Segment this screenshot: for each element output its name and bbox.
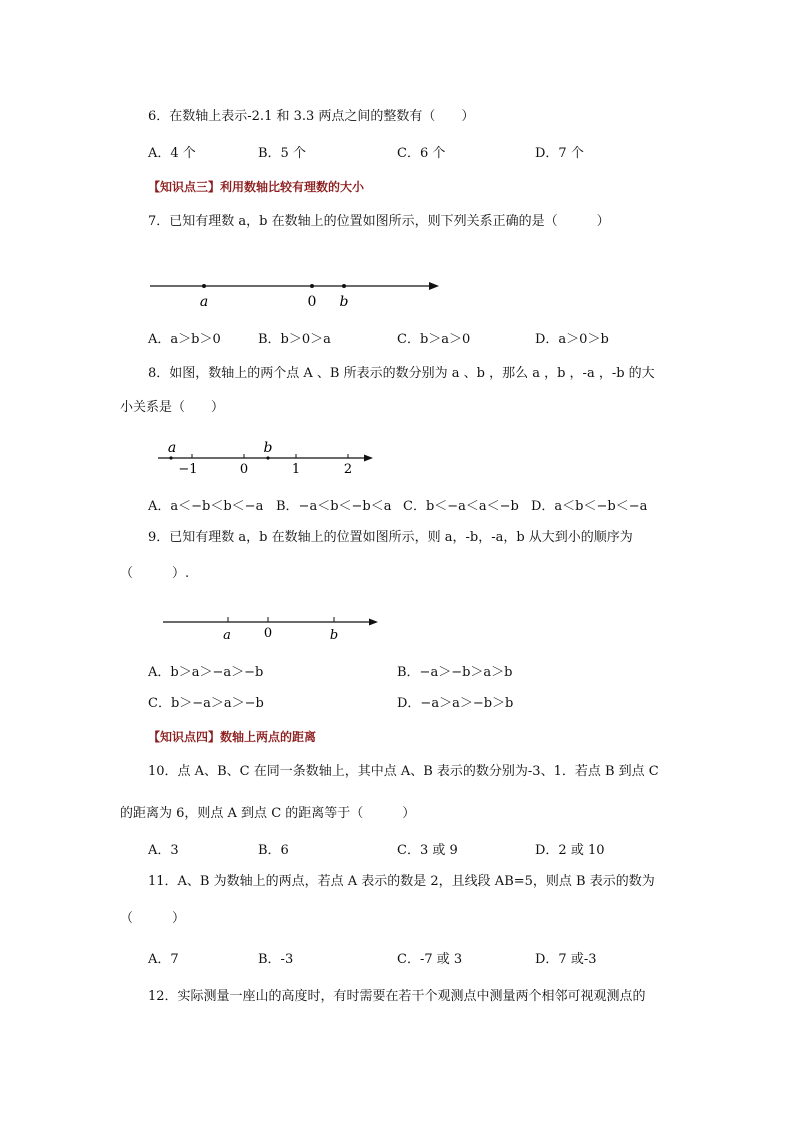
q9-option-b: B．−a＞−b＞a＞b	[397, 665, 513, 680]
label-b: b	[339, 294, 349, 310]
point-a	[169, 456, 172, 459]
q7-option-d: D．a＞0＞b	[535, 332, 609, 347]
tick-label-minus-one: −1	[178, 462, 198, 477]
section-heading-3: 【知识点三】利用数轴比较有理数的大小	[148, 180, 365, 194]
label-a: a	[223, 628, 231, 643]
arrow-head-icon	[429, 282, 439, 290]
q8-option-a: A．a＜−b＜b＜−a	[148, 499, 264, 514]
q6-option-b: B．5 个	[258, 146, 306, 161]
q9-option-d: D．−a＞a＞−b＞b	[397, 696, 514, 711]
q6-option-a: A．4 个	[148, 146, 196, 161]
q7-option-a: A．a＞b＞0	[148, 332, 221, 347]
tick-label-two: 2	[343, 462, 353, 477]
q8-number-line	[155, 438, 380, 478]
point-b	[342, 284, 346, 288]
q9-option-c: C．b＞−a＞a＞−b	[148, 696, 264, 711]
q11-option-b: B．-3	[258, 952, 294, 967]
q10-option-a: A．3	[148, 843, 179, 858]
q7-option-b: B．b＞0＞a	[258, 332, 331, 347]
q11-option-a: A．7	[148, 952, 179, 967]
q11-option-c: C．-7 或 3	[397, 952, 463, 967]
q11-option-d: D．7 或-3	[535, 952, 597, 967]
section-heading-4: 【知识点四】数轴上两点的距离	[148, 730, 317, 744]
q6-option-d: D．7 个	[535, 146, 584, 161]
tick-label-zero: 0	[239, 462, 249, 477]
point-a	[202, 284, 206, 288]
q11-stem-line1: 11．A、B 为数轴上的两点，若点 A 表示的数是 2，且线段 AB=5，则点 B 表示的数为	[148, 874, 655, 889]
label-b: b	[263, 440, 273, 456]
q7-stem: 7．已知有理数 a，b 在数轴上的位置如图所示，则下列关系正确的是（ ）	[148, 214, 610, 229]
q11-stem-line2: （ ）	[120, 911, 186, 926]
label-a: a	[199, 294, 209, 310]
q7-option-c: C．b＞a＞0	[397, 332, 471, 347]
arrow-head-icon	[369, 619, 378, 626]
q9-number-line	[160, 612, 385, 644]
point-zero	[310, 284, 314, 288]
q10-option-b: B．6	[258, 843, 289, 858]
q6-option-c: C．6 个	[397, 146, 446, 161]
tick-label-one: 1	[291, 462, 301, 477]
label-zero: 0	[307, 294, 317, 310]
label-zero: 0	[263, 626, 273, 641]
q10-option-d: D．2 或 10	[535, 843, 605, 858]
arrow-head-icon	[364, 455, 373, 462]
q12-stem-line1: 12．实际测量一座山的高度时，有时需要在若干个观测点中测量两个相邻可视观测点的	[148, 989, 646, 1004]
q8-option-d: D．a＜b＜−b＜−a	[531, 499, 648, 514]
q8-stem-line1: 8．如图，数轴上的两个点 A 、B 所表示的数分别为 a 、b ，那么 a ，b ，-a ，-b 的大	[148, 366, 655, 381]
q10-stem-line1: 10．点 A、B、C 在同一条数轴上，其中点 A、B 表示的数分别为-3、1．若点 B 到点 C	[148, 764, 659, 779]
q7-number-line	[145, 276, 445, 312]
q9-stem-line1: 9．已知有理数 a，b 在数轴上的位置如图所示，则 a，-b，-a，b 从大到小的顺序为	[148, 530, 633, 545]
q8-stem-line2: 小关系是（ ）	[120, 400, 225, 415]
q9-option-a: A．b＞a＞−a＞−b	[148, 665, 264, 680]
label-a: a	[167, 440, 177, 456]
q9-stem-line2: （ ）.	[120, 566, 190, 581]
q8-option-b: B．−a＜b＜−b＜a	[276, 499, 392, 514]
point-b	[266, 456, 269, 459]
q10-option-c: C．3 或 9	[397, 843, 458, 858]
q10-stem-line2: 的距离为 6，则点 A 到点 C 的距离等于（ ）	[120, 806, 416, 821]
label-b: b	[329, 628, 339, 643]
q8-option-c: C．b＜−a＜a＜−b	[403, 499, 519, 514]
q6-stem: 6．在数轴上表示-2.1 和 3.3 两点之间的整数有（ ）	[148, 109, 475, 124]
